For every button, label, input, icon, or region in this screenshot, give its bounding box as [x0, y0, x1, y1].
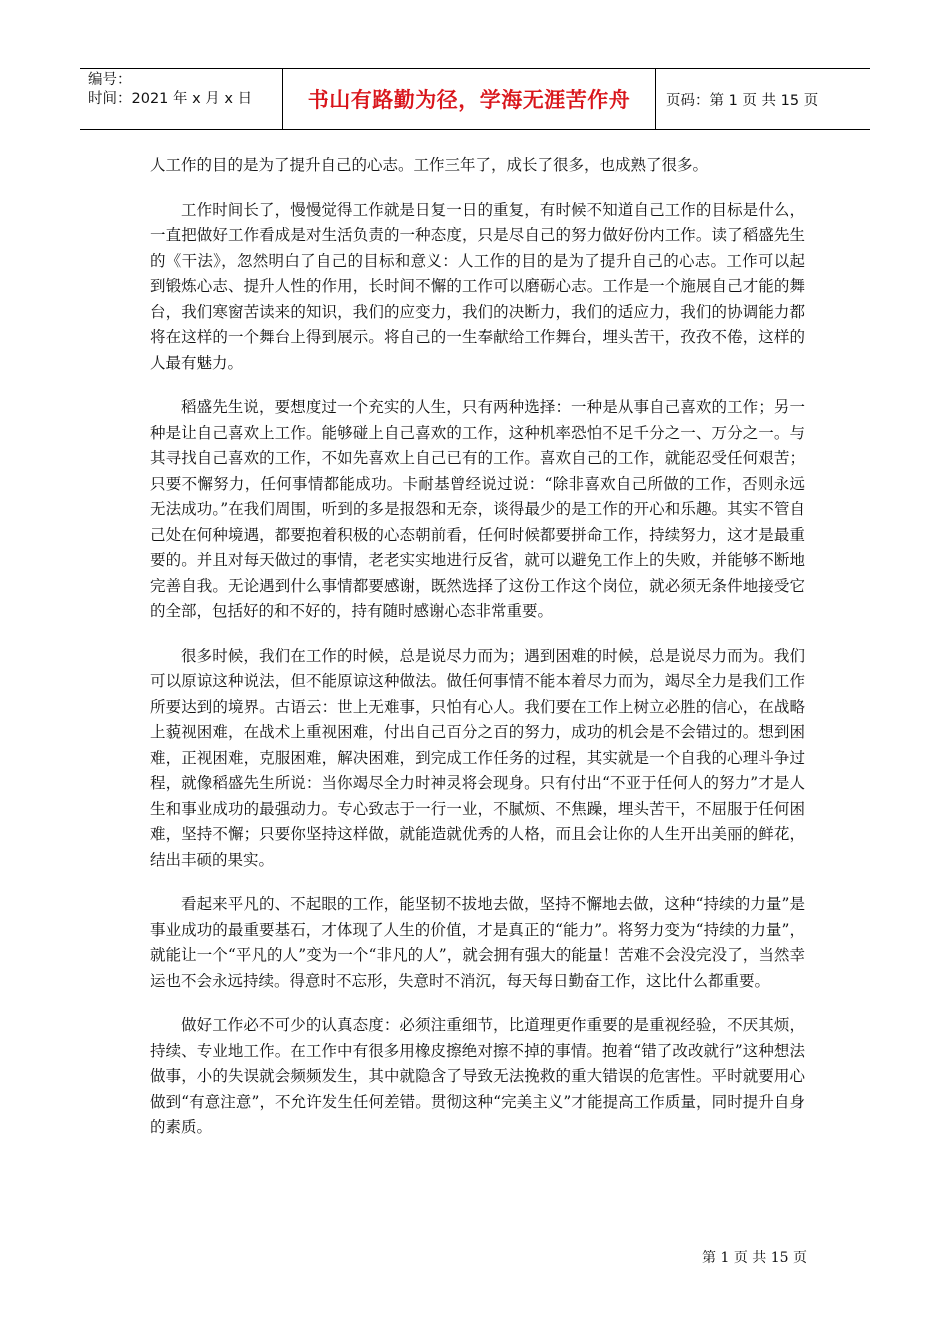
- document-body: [150, 153, 805, 1160]
- paragraph-6: 做好工作必不可少的认真态度：必须注重细节，比道理更作重要的是重视经验，不厌其烦，持续、专业地工作。在工作中有很多用橡皮擦绝对擦不掉的事情。抱着“错了改改就行”这种想法做事，小的失误就会频频发生，其中就隐含了导致无法挽救的重大错误的危害性。平时就要用心做到“有意注意”，不允许发生任何差错。贯彻这种“完美主义”才能提高工作质量，同时提升自身的素质。: [150, 1016, 805, 1136]
- paragraph-2: 工作时间长了，慢慢觉得工作就是日复一日的重复，有时候不知道自己工作的目标是什么，一直把做好工作看成是对生活负责的一种态度，只是尽自己的努力做好份内工作。读了稻盛先生的《干法》，忽然明白了自己的目标和意义：人工作的目的是为了提升自己的心志。工作可以起到锻炼心志、提升人性的作用，长时间不懈的工作可以磨砺心志。工作是一个施展自己才能的舞台，我们寒窗苦读来的知识，我们的应变力，我们的决断力，我们的适应力，我们的协调能力都将在这样的一个舞台上得到展示。将自己的一生奉献给工作舞台，埋头苦干，孜孜不倦，这样的人最有魅力。: [150, 200, 805, 372]
- page-header: [80, 68, 870, 130]
- header-info: [80, 69, 283, 129]
- paragraph-3: 稻盛先生说，要想度过一个充实的人生，只有两种选择：一种是从事自己喜欢的工作；另一种是让自己喜欢上工作。能够碰上自己喜欢的工作，这种机率恐怕不足千分之一、万分之一。与其寻找自己喜欢的工作，不如先喜欢上自己已有的工作。喜欢自己的工作，就能忍受任何艰苦；只要不懈努力，任何事情都能成功。卡耐基曾经说过说：“除非喜欢自己所做的工作，否则永远无法成功。”在我们周围，听到的多是报怨和无奈，谈得最少的是工作的开心和乐趣。其实不管自己处在何种境遇，都要抱着积极的心态朝前看，任何时候都要拼命工作，持续努力，这才是最重要的。并且对每天做过的事情，老老实实地进行反省，就可以避免工作上的失败，并能够不断地完善自我。无论遇到什么事情都要感谢，既然选择了这份工作这个岗位，就必须无条件地接受它的全部，包括好的和不好的，持有随时感谢心态非常重要。: [150, 398, 805, 620]
- paragraph-1: 人工作的目的是为了提升自己的心志。工作三年了，成长了很多，也成熟了很多。: [150, 156, 709, 174]
- paragraph-5: 看起来平凡的、不起眼的工作，能坚韧不拔地去做，坚持不懈地去做，这种“持续的力量”是事业成功的最重要基石，才体现了人生的价值，才是真正的“能力”。将努力变为“持续的力量”，就能让一个“平凡的人”变为一个“非凡的人”，就会拥有强大的能量！苦难不会没完没了，当然幸运也不会永远持续。得意时不忘形，失意时不消沉，每天每日勤奋工作，这比什么都重要。: [150, 895, 805, 990]
- header-motto: 书山有路勤为径，学海无涯苦作舟: [283, 69, 656, 129]
- paragraph-4: 很多时候，我们在工作的时候，总是说尽力而为；遇到困难的时候，总是说尽力而为。我们可以原谅这种说法，但不能原谅这种做法。做任何事情不能本着尽力而为，竭尽全力是我们工作所要达到的境界。古语云：世上无难事，只怕有心人。我们要在工作上树立必胜的信心，在战略上藐视困难，在战术上重视困难，付出自己百分之百的努力，成功的机会是不会错过的。想到困难，正视困难，克服困难，解决困难，到完成工作任务的过程，其实就是一个自我的心理斗争过程，就像稻盛先生所说：当你竭尽全力时神灵将会现身。只有付出“不亚于任何人的努力”才是人生和事业成功的最强动力。专心致志于一行一业，不腻烦、不焦躁，埋头苦干，不屈服于任何困难，坚持不懈；只要你坚持这样做，就能造就优秀的人格，而且会让你的人生开出美丽的鲜花，结出丰硕的果实。: [150, 646, 805, 869]
- document-number-label: 编号：: [88, 72, 132, 88]
- header-page-label: 页码：第 1 页 共 15 页: [666, 92, 819, 109]
- document-time-label: 时间：2021 年 x 月 x 日: [88, 91, 253, 107]
- page-footer-number: 第 1 页 共 15 页: [702, 1250, 807, 1266]
